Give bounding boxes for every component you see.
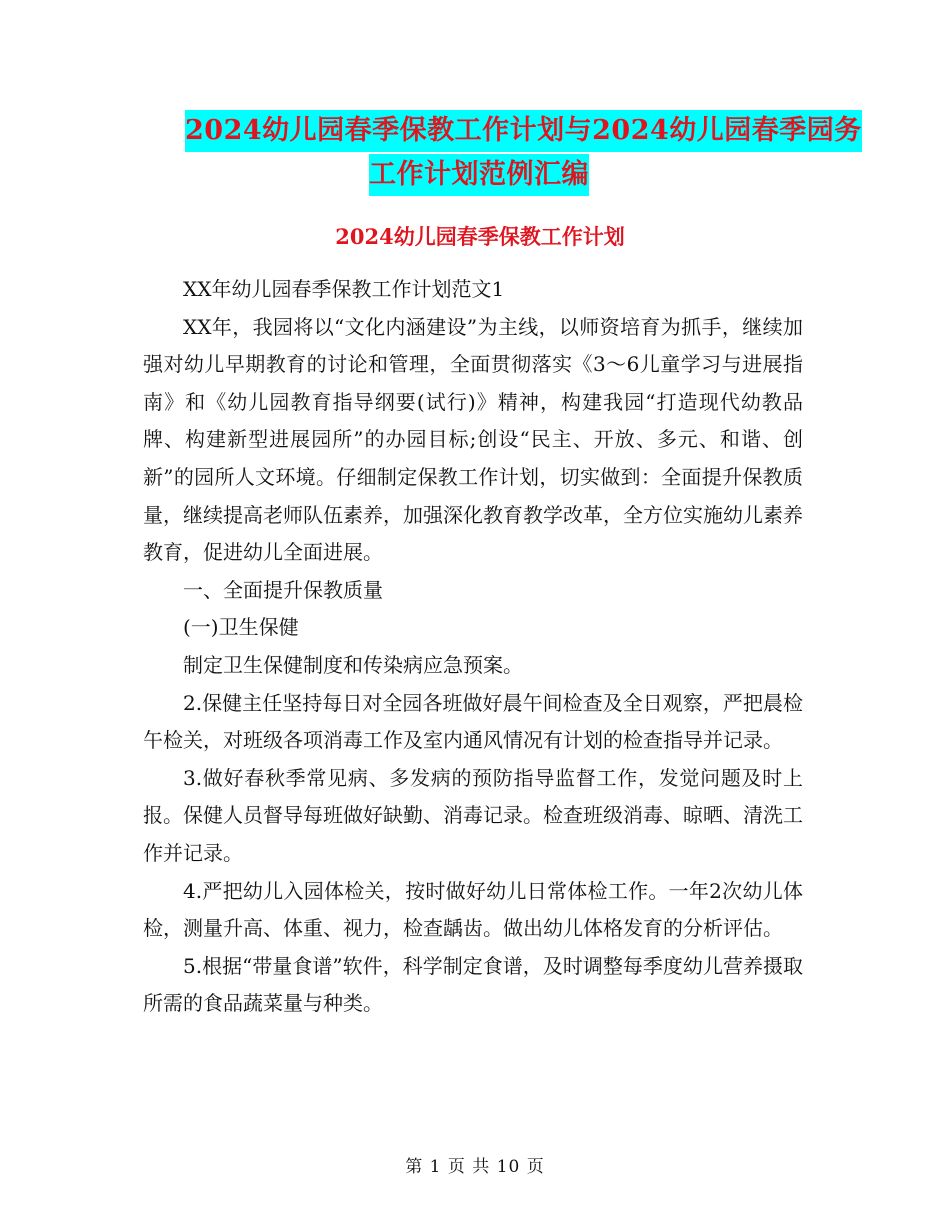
document-body [143, 271, 803, 1023]
paragraph-3: 一、全面提升保教质量 [183, 577, 383, 602]
title-line-2: 工作计划范例汇编 [369, 154, 589, 196]
paragraph-7: 3.做好春秋季常见病、多发病的预防指导监督工作，发觉问题及时上报。保健人员督导每班做好缺勤、消毒记录。检查班级消毒、晾晒、清洗工作并记录。 [143, 765, 803, 865]
paragraph-8: 4.严把幼儿入园体检关，按时做好幼儿日常体检工作。一年2次幼儿体检，测量升高、体重、视力，检查龋齿。做出幼儿体格发育的分析评估。 [143, 878, 803, 941]
paragraph-9: 5.根据“带量食谱”软件，科学制定食谱，及时调整每季度幼儿营养摄取所需的食品蔬菜量与种类。 [143, 953, 803, 1016]
paragraph-4: (一)卫生保健 [183, 615, 299, 640]
paragraph-2: XX年，我园将以“文化内涵建设”为主线，以师资培育为抓手，继续加强对幼儿早期教育的讨论和管理，全面贯彻落实《3～6儿童学习与进展指南》和《幼儿园教育指导纲要(试行)》精神，构建我园“打造现代幼教品牌、构建新型进展园所”的办园目标;创设“民主、开放、多元、和谐、创新”的园所人文环境。仔细制定保教工作计划，切实做到：全面提升保教质量，继续提高老师队伍素养，加强深化教育教学改革，全方位实施幼儿素养教育，促进幼儿全面进展。 [143, 314, 803, 565]
paragraph-5: 制定卫生保健制度和传染病应急预案。 [183, 652, 523, 677]
paragraph-6: 2.保健主任坚持每日对全园各班做好晨午间检查及全日观察，严把晨检午检关，对班级各项消毒工作及室内通风情况有计划的检查指导并记录。 [143, 690, 803, 753]
page-footer [0, 1152, 950, 1177]
section-heading: 2024幼儿园春季保教工作计划 [335, 224, 625, 249]
title-line-1: 2024幼儿园春季保教工作计划与2024幼儿园春季园务 [185, 110, 862, 152]
page-number: 第 1 页 共 10 页 [405, 1157, 545, 1177]
paragraph-1: XX年幼儿园春季保教工作计划范文1 [183, 277, 505, 301]
